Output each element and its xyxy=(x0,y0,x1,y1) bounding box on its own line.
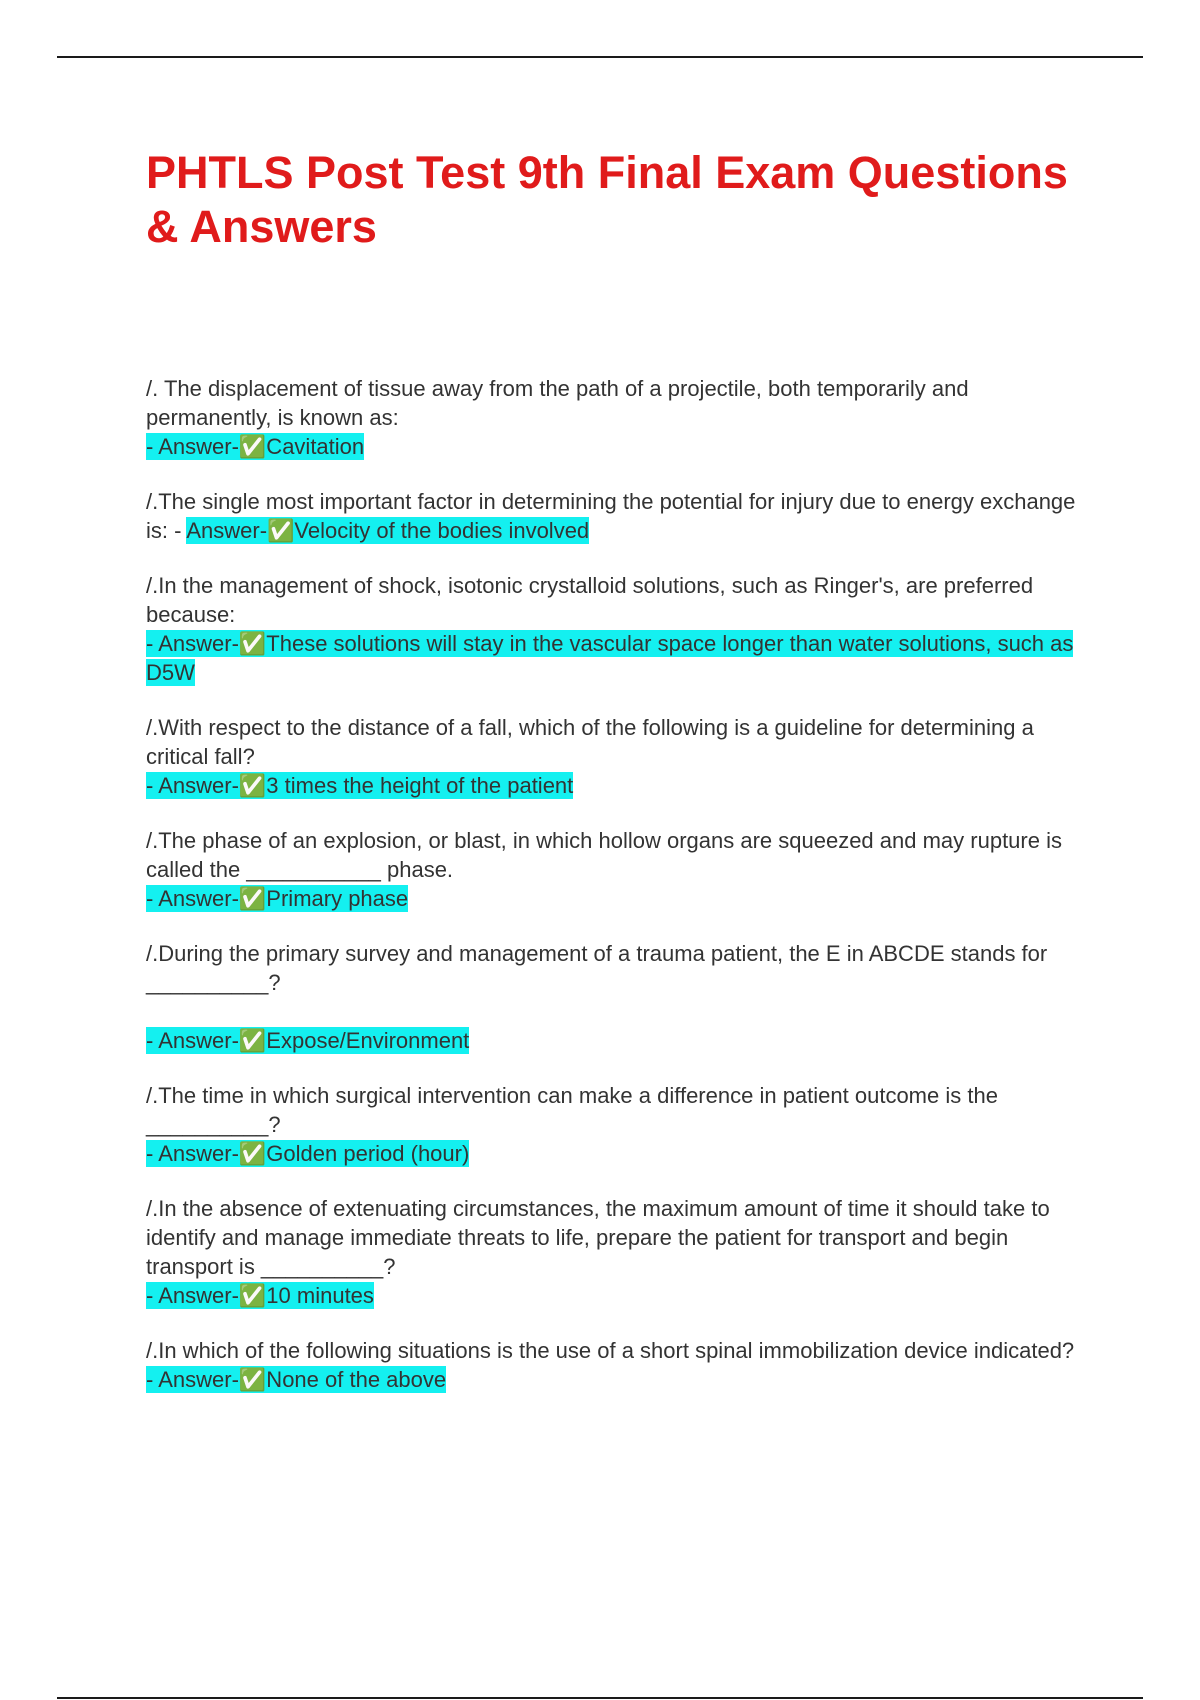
bottom-rule xyxy=(57,1697,1143,1699)
question-text: /.The phase of an explosion, or blast, in which hollow organs are squeezed and may rupture is called the ___________ phase. xyxy=(146,828,1062,882)
answer-highlight: - Answer-✅10 minutes xyxy=(146,1283,374,1308)
qa-item xyxy=(146,1336,1086,1394)
answer-highlight: - Answer-✅Expose/Environment xyxy=(146,1028,470,1053)
document-title: PHTLS Post Test 9th Final Exam Questions & Answers xyxy=(146,147,1068,252)
question-text: /.The single most important factor in determining the potential for injury due to energy exchange is: - xyxy=(146,489,1076,543)
answer-highlight: - Answer-✅Primary phase xyxy=(146,886,409,911)
question-text: /.During the primary survey and management of a trauma patient, the E in ABCDE stands for __________? xyxy=(146,941,1048,995)
top-rule xyxy=(57,56,1143,58)
qa-item xyxy=(146,571,1086,687)
question-text: /.The time in which surgical intervention can make a difference in patient outcome is the __________? xyxy=(146,1083,998,1137)
qa-item xyxy=(146,713,1086,800)
qa-item xyxy=(146,826,1086,913)
answer-highlight: - Answer-✅3 times the height of the patient xyxy=(146,773,574,798)
qa-item xyxy=(146,1081,1086,1168)
document-body xyxy=(146,146,1086,1420)
question-text: /.In the absence of extenuating circumstances, the maximum amount of time it should take to identify and manage immediate threats to life, prepare the patient for transport and begin transport is __________? xyxy=(146,1196,1050,1279)
question-text: /.In the management of shock, isotonic crystalloid solutions, such as Ringer's, are preferred because: xyxy=(146,573,1034,627)
qa-list xyxy=(146,374,1086,1394)
qa-item xyxy=(146,374,1086,461)
answer-highlight: Answer-✅Velocity of the bodies involved xyxy=(186,518,590,543)
answer-highlight: - Answer-✅None of the above xyxy=(146,1367,447,1392)
qa-item xyxy=(146,1194,1086,1310)
question-text: /. The displacement of tissue away from the path of a projectile, both temporarily and permanently, is known as: xyxy=(146,376,969,430)
qa-item xyxy=(146,939,1086,1055)
answer-highlight: - Answer-✅Cavitation xyxy=(146,434,365,459)
qa-item xyxy=(146,487,1086,545)
answer-highlight: - Answer-✅Golden period (hour) xyxy=(146,1141,470,1166)
question-text: /.With respect to the distance of a fall, which of the following is a guideline for determining a critical fall? xyxy=(146,715,1034,769)
blank-line xyxy=(146,997,1086,1026)
answer-highlight: - Answer-✅These solutions will stay in the vascular space longer than water solutions, such as D5W xyxy=(146,631,1074,685)
question-text: /.In which of the following situations is the use of a short spinal immobilization device indicated? xyxy=(146,1338,1075,1363)
